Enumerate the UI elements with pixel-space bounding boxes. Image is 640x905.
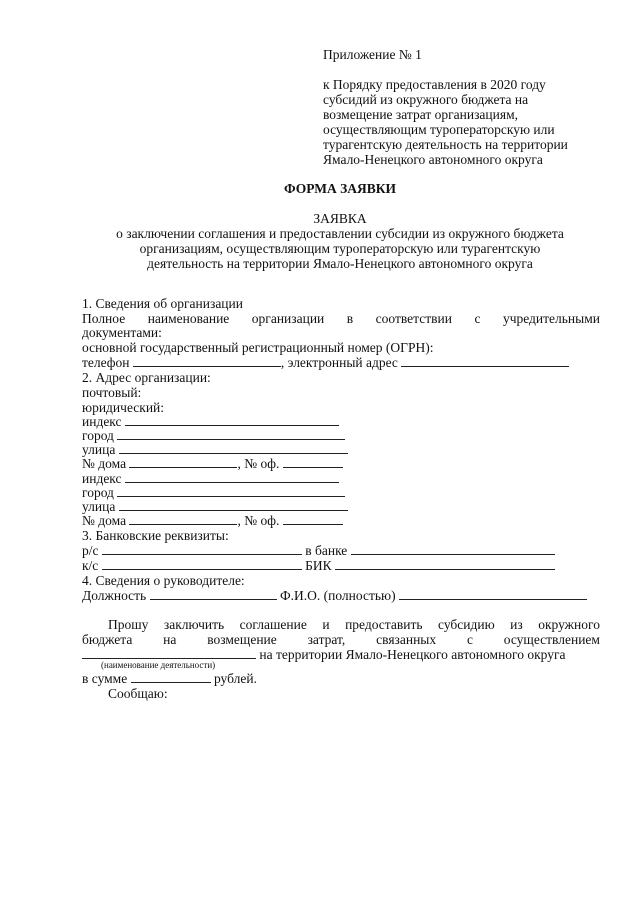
- section-bank: 3. Банковские реквизиты:: [82, 528, 229, 543]
- street-label: улица: [82, 442, 116, 457]
- rs-label: р/с: [82, 543, 99, 558]
- section-head: 4. Сведения о руководителе:: [82, 573, 245, 588]
- full-name-end: документами:: [82, 325, 162, 340]
- city-field[interactable]: [117, 485, 345, 497]
- house-row: [82, 456, 343, 471]
- house-label: № дома: [82, 513, 127, 528]
- word: заключить: [163, 617, 225, 632]
- application-line: о заключении соглашения и предоставлении субсидии из окружного бюджета: [116, 226, 564, 241]
- phone-row: [82, 355, 569, 370]
- index-row: [82, 414, 339, 429]
- word: учредительными: [502, 311, 600, 326]
- index-label: индекс: [82, 471, 122, 486]
- email-label: , электронный адрес: [280, 355, 398, 370]
- word: соответствии: [375, 311, 452, 326]
- city-label: город: [82, 485, 114, 500]
- ks-row: [82, 558, 555, 573]
- word: Полное: [82, 311, 126, 326]
- rs-field[interactable]: [102, 543, 302, 555]
- bank-label: в банке: [305, 543, 348, 558]
- appendix-line: возмещение затрат организациям,: [323, 107, 518, 122]
- house-field[interactable]: [129, 513, 237, 525]
- word: из: [510, 617, 523, 632]
- word: бюджета: [82, 632, 133, 647]
- ks-label: к/с: [82, 558, 99, 573]
- position-label: Должность: [82, 588, 147, 603]
- house-field[interactable]: [129, 456, 237, 468]
- city-label: город: [82, 428, 114, 443]
- amount-label: в сумме: [82, 671, 128, 686]
- word: организации: [251, 311, 325, 326]
- bik-label: БИК: [305, 558, 332, 573]
- word: предоставить: [345, 617, 423, 632]
- street-row: [82, 442, 348, 457]
- full-name-line: [82, 311, 600, 326]
- office-label: , № оф.: [237, 513, 280, 528]
- street-label: улица: [82, 499, 116, 514]
- appendix-line: турагентскую деятельность на территории: [323, 137, 568, 152]
- email-field[interactable]: [401, 355, 569, 367]
- appendix-line: осуществляющим туроператорскую или: [323, 122, 555, 137]
- word: Прошу: [108, 617, 149, 632]
- bik-field[interactable]: [335, 558, 555, 570]
- house-label: № дома: [82, 456, 127, 471]
- street-field[interactable]: [119, 442, 348, 454]
- section-address: 2. Адрес организации:: [82, 370, 211, 385]
- word: с: [474, 311, 481, 326]
- appendix-line: субсидий из окружного бюджета на: [323, 92, 529, 107]
- office-field[interactable]: [283, 456, 343, 468]
- phone-label: телефон: [82, 355, 130, 370]
- bank-field[interactable]: [351, 543, 555, 555]
- amount-row: [82, 671, 257, 686]
- word: с: [466, 632, 473, 647]
- word: наименование: [147, 311, 230, 326]
- fio-label: Ф.И.О. (полностью): [279, 588, 396, 603]
- word: возмещение: [207, 632, 277, 647]
- street-field[interactable]: [119, 499, 348, 511]
- ogrn-label: основной государственный регистрационный номер (ОГРН):: [82, 340, 434, 355]
- office-field[interactable]: [283, 513, 343, 525]
- amount-field[interactable]: [131, 671, 211, 683]
- word: окружного: [538, 617, 600, 632]
- index-row: [82, 471, 339, 486]
- index-field[interactable]: [125, 471, 339, 483]
- activity-field[interactable]: [82, 647, 256, 659]
- office-label: , № оф.: [237, 456, 280, 471]
- position-row: [82, 588, 587, 603]
- phone-field[interactable]: [133, 355, 281, 367]
- application-line: деятельность на территории Ямало-Ненецкого автономного округа: [147, 256, 533, 271]
- territory-text: на территории Ямало-Ненецкого автономного округа: [259, 647, 566, 662]
- word: осуществлением: [503, 632, 600, 647]
- index-field[interactable]: [125, 414, 339, 426]
- request-line-2: [82, 632, 600, 647]
- index-label: индекс: [82, 414, 122, 429]
- inform-label: Сообщаю:: [108, 686, 168, 701]
- street-row: [82, 499, 348, 514]
- activity-caption: (наименование деятельности): [101, 660, 216, 670]
- appendix-line: Ямало-Ненецкого автономного округа: [323, 152, 543, 167]
- application-heading: ЗАЯВКА: [313, 211, 367, 226]
- position-field[interactable]: [150, 588, 277, 600]
- section-organization: 1. Сведения об организации: [82, 296, 243, 311]
- appendix-line: к Порядку предоставления в 2020 году: [323, 77, 546, 92]
- word: затрат,: [307, 632, 346, 647]
- form-title: ФОРМА ЗАЯВКИ: [283, 181, 397, 196]
- legal-label: юридический:: [82, 400, 165, 415]
- currency-label: рублей.: [213, 671, 257, 686]
- fio-field[interactable]: [399, 588, 587, 600]
- city-row: [82, 485, 345, 500]
- application-line: организациям, осуществляющим туроператорскую или турагентскую: [139, 241, 541, 256]
- word: в: [346, 311, 354, 326]
- word: связанных: [376, 632, 437, 647]
- appendix-title: Приложение № 1: [323, 47, 422, 62]
- word: соглашение: [239, 617, 307, 632]
- word: субсидию: [438, 617, 495, 632]
- word: и: [322, 617, 330, 632]
- request-line-1: [108, 617, 600, 632]
- house-row: [82, 513, 343, 528]
- ks-field[interactable]: [102, 558, 302, 570]
- rs-row: [82, 543, 555, 558]
- word: на: [163, 632, 177, 647]
- postal-label: почтовый:: [82, 385, 142, 400]
- city-row: [82, 428, 345, 443]
- city-field[interactable]: [117, 428, 345, 440]
